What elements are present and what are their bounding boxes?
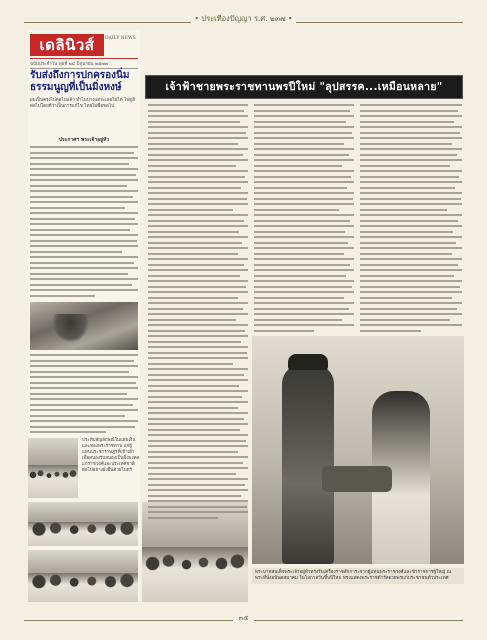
clipping-body-text-2: [30, 354, 138, 437]
page-number: ๓๕: [0, 613, 487, 624]
article-column-2: [254, 104, 354, 335]
newspaper-logo-sub: DAILY NEWS: [105, 36, 136, 41]
article-main-photo: [252, 336, 464, 564]
clipping-masthead: [30, 34, 138, 59]
clipping-photo-crowd-2: [28, 550, 138, 602]
article-column-3: [360, 104, 462, 335]
clipping-photo-caption: ประทับสัญลักษณ์ในแผ่นเงินและทองพระราชทาน แก่ผู้แทนประชาราษฎรที่เข้าเฝ้าเพื่อสนองรับสนองเป็นมิ่งมงคลแก่ราชวงศ์และประเทศชาติต่อไปอย่างยั่งยืนด้วยไมตรี: [82, 438, 140, 473]
article-photo-caption: พระบาทสมเด็จพระเจ้าอยู่หัวทรงรับเครื่องราชสักการะจากผู้แทนพระราชวงศ์และข้าราชการผู้ใหญ่ ณ พระที่นั่งอนันตสมาคม ในโอกาสวันขึ้นปีใหม่ ทรงแสดงพระราชดำรัสอวยพรแก่ประชาชนทั่วประเทศ: [252, 568, 464, 584]
clipping-byline: ผมเป็นตรงไปต่อไปแล้ว ทำไมบางแต่จะเลยไม่ได้ ไปดูสิต่อไปโดยดีว่าเป็นการแก้ไข ไทยไม่ซื่อขอไป: [30, 98, 135, 109]
clipping-photo-portrait: [28, 438, 78, 498]
clipping-subhead: ประกาศฯ พระเจ้าอยู่หัว: [58, 137, 110, 143]
article-column-1: [148, 104, 248, 522]
article-title: เจ้าฟ้าชายพระราชทานพรปีใหม่ "ลุปสรรค...เหมือนหลาย": [146, 76, 462, 98]
clipping-photo-1: [30, 302, 138, 350]
clipping-issue-line: ฉบับประจำวัน พุธที่ ๒๔ มิถุนายน ๒๕๗๗: [30, 60, 138, 69]
clipping-photo-crowd-1: [28, 502, 138, 546]
running-head: • ประเทืองปัญญา ร.ศ. ๒๓๗ •: [0, 13, 487, 25]
newspaper-logo: เดลินิวส์: [30, 34, 104, 56]
clipping-body-text: [30, 146, 138, 300]
clipping-headline: รับส่งถึงการปกครองนิ่มธรรมนูญที่เป็นมิ่งหงษ์: [30, 70, 130, 93]
